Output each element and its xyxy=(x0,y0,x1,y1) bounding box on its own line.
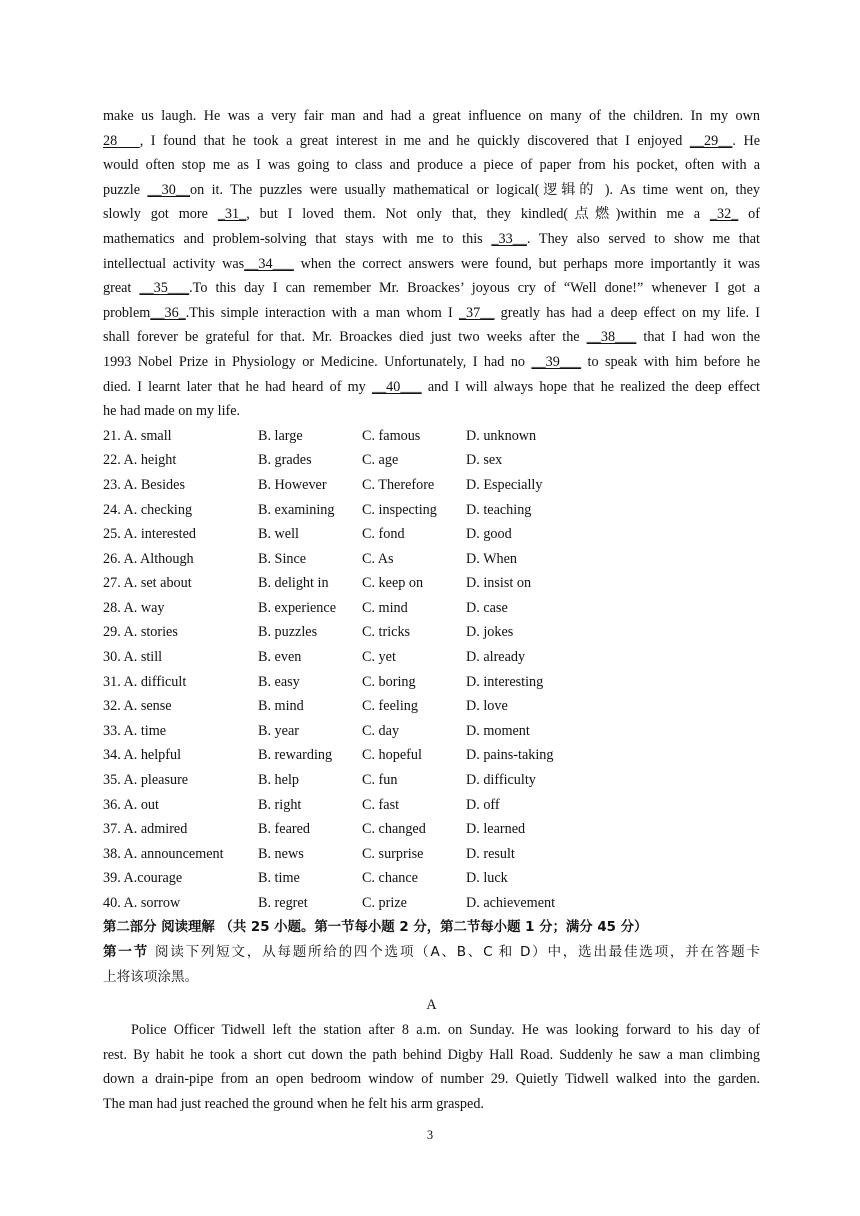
option-d: D. good xyxy=(466,526,512,543)
option-c: C. hopeful xyxy=(362,747,422,764)
cloze-blank: __36_ xyxy=(150,304,186,321)
option-d: D. learned xyxy=(466,821,526,838)
option-a: 29. A. stories xyxy=(103,624,178,641)
passage-line: 1993 Nobel Prize in Physiology or Medicine. Unfortunately, I had no __39___ to speak with him before he xyxy=(103,353,760,370)
question-options-row xyxy=(103,694,760,719)
option-c: C. surprise xyxy=(362,845,424,862)
option-a: 24. A. checking xyxy=(103,501,193,518)
question-options-row xyxy=(103,448,760,473)
option-a: 27. A. set about xyxy=(103,575,192,592)
cloze-paragraph xyxy=(103,104,760,424)
option-d: D. insist on xyxy=(466,575,532,592)
option-d: D. pains-taking xyxy=(466,747,554,764)
passage-a-paragraph xyxy=(103,1018,760,1116)
option-b: B. year xyxy=(258,722,299,739)
cloze-blank: _31_ xyxy=(217,206,247,223)
instruction-text-2: 上将该项涂黑。 xyxy=(103,968,199,985)
passage-line: problem__36_.This simple interaction with a man whom I _37__ greatly has had a deep effect on my life. I xyxy=(103,304,761,321)
option-d: D. result xyxy=(466,845,515,862)
option-b: B. delight in xyxy=(258,575,329,592)
question-options-row xyxy=(103,793,760,818)
section-heading: 第二部分 阅读理解 （共 25 小题。第一节每小题 2 分，第二节每小题 1 分；满分 45 分） xyxy=(103,919,648,935)
option-b: B. mind xyxy=(258,698,304,715)
option-c: C. fun xyxy=(362,772,398,789)
question-options-row xyxy=(103,842,760,867)
question-options-row xyxy=(103,547,760,572)
passage-title: A xyxy=(426,997,437,1014)
option-a: 37. A. admired xyxy=(103,821,188,838)
cloze-blank: __35___ xyxy=(139,280,190,297)
question-options-row xyxy=(103,743,760,768)
option-c: C. As xyxy=(362,550,394,567)
option-b: B. time xyxy=(258,870,300,887)
option-c: C. inspecting xyxy=(362,501,437,518)
question-options-row xyxy=(103,719,760,744)
instruction-line-1 xyxy=(103,940,760,965)
option-c: C. yet xyxy=(362,649,396,666)
option-d: D. case xyxy=(466,599,508,616)
option-a: 25. A. interested xyxy=(103,526,196,543)
option-b: B. feared xyxy=(258,821,310,838)
passage-a-line: Police Officer Tidwell left the station after 8 a.m. on Sunday. He was looking forward to his day of xyxy=(131,1021,760,1038)
option-b: B. examining xyxy=(258,501,335,518)
cloze-blank: _33__ xyxy=(491,230,527,247)
passage-line: shall forever be grateful for that. Mr. Broackes died just two weeks after the __38___ that I had won the xyxy=(103,329,760,346)
option-b: B. regret xyxy=(258,895,308,911)
passage-a-line: down a drain-pipe from an open bedroom window of number 29. Quietly Tidwell walked into the garden. xyxy=(103,1071,760,1088)
cloze-blank: _32_ xyxy=(709,206,739,223)
passage-line: intellectual activity was__34___ when the correct answers were found, but perhaps more importantly it was xyxy=(103,255,760,272)
option-d: D. sex xyxy=(466,452,503,469)
option-c: C. chance xyxy=(362,870,418,887)
option-c: C. mind xyxy=(362,599,408,616)
option-a: 36. A. out xyxy=(103,796,159,813)
passage-line: great __35___.To this day I can remember Mr. Broackes’ joyous cry of “Well done!” whenever I got a xyxy=(103,280,760,297)
passage-a xyxy=(103,1018,760,1116)
option-c: C. feeling xyxy=(362,698,418,715)
option-d: D. achievement xyxy=(466,895,556,911)
option-d: D. interesting xyxy=(466,673,544,690)
page-number: 3 xyxy=(426,1128,434,1142)
cloze-blank: __34___ xyxy=(244,255,294,272)
cloze-blank: __30__ xyxy=(147,181,190,198)
exam-page xyxy=(103,104,760,1116)
option-d: D. moment xyxy=(466,722,530,739)
question-options-row xyxy=(103,522,760,547)
question-options-row xyxy=(103,670,760,695)
option-a: 22. A. height xyxy=(103,452,177,469)
passage-line: slowly got more _31_, but I loved them. Not only that, they kindled(点燃)within me a _32_ of xyxy=(103,206,760,223)
question-options-row xyxy=(103,596,760,621)
question-options-row xyxy=(103,571,760,596)
option-b: B. puzzles xyxy=(258,624,318,641)
option-b: B. rewarding xyxy=(258,747,333,764)
option-a: 21. A. small xyxy=(103,427,172,444)
option-a: 30. A. still xyxy=(103,649,163,666)
option-c: C. age xyxy=(362,452,399,469)
option-c: C. boring xyxy=(362,673,416,690)
option-c: C. changed xyxy=(362,821,426,838)
option-c: C. fond xyxy=(362,526,405,543)
section-instruction xyxy=(103,940,760,989)
question-options-row xyxy=(103,768,760,793)
cloze-blank: __29__ xyxy=(689,132,733,149)
option-b: B. experience xyxy=(258,599,336,616)
option-d: D. teaching xyxy=(466,501,532,518)
option-a: 23. A. Besides xyxy=(103,476,185,493)
cloze-blank: __40___ xyxy=(371,378,422,395)
question-options-row xyxy=(103,620,760,645)
option-d: D. off xyxy=(466,796,500,813)
option-b: B. easy xyxy=(258,673,300,690)
option-d: D. difficulty xyxy=(466,772,536,789)
option-b: B. large xyxy=(258,427,303,444)
option-d: D. jokes xyxy=(466,624,514,641)
passage-line: he had made on my life. xyxy=(103,403,241,420)
option-a: 31. A. difficult xyxy=(103,673,187,690)
question-options-row xyxy=(103,498,760,523)
passage-line: died. I learnt later that he had heard of my __40___ and I will always hope that he realized the deep effect xyxy=(103,378,760,395)
option-b: B. even xyxy=(258,649,302,666)
option-d: D. luck xyxy=(466,870,508,887)
passage-line: mathematics and problem-solving that stays with me to this _33__. They also served to show me that xyxy=(103,230,760,247)
cloze-blank: __39___ xyxy=(531,353,582,370)
passage-line: 28 , I found that he took a great interest in me and he quickly discovered that I enjoyed __29__. He xyxy=(103,132,760,149)
option-c: C. keep on xyxy=(362,575,424,592)
option-b: B. right xyxy=(258,796,302,813)
passage-a-line: The man had just reached the ground when he felt his arm grasped. xyxy=(103,1095,484,1112)
cloze-passage xyxy=(103,104,760,424)
passage-a-line: rest. By habit he took a short cut down the path behind Digby Hall Road. Suddenly he saw a man climbing xyxy=(103,1046,760,1063)
option-d: D. love xyxy=(466,698,508,715)
question-options-row xyxy=(103,817,760,842)
option-a: 40. A. sorrow xyxy=(103,895,181,911)
option-a: 38. A. announcement xyxy=(103,845,224,862)
option-a: 35. A. pleasure xyxy=(103,772,189,789)
question-options-row xyxy=(103,891,760,916)
option-c: C. fast xyxy=(362,796,400,813)
option-d: D. unknown xyxy=(466,427,537,444)
cloze-blank: _37__ xyxy=(458,304,495,321)
passage-line: puzzle __30__on it. The puzzles were usually mathematical or logical(逻辑的 ). As time went on, they xyxy=(103,181,760,198)
option-a: 28. A. way xyxy=(103,599,165,616)
cloze-blank: __38___ xyxy=(586,329,637,346)
question-options-row xyxy=(103,473,760,498)
option-b: B. grades xyxy=(258,452,312,469)
option-b: B. Since xyxy=(258,550,307,567)
option-d: D. Especially xyxy=(466,476,543,493)
option-a: 33. A. time xyxy=(103,722,167,739)
option-c: C. Therefore xyxy=(362,476,435,493)
question-options-row xyxy=(103,424,760,449)
passage-line: would often stop me as I was going to class and produce a piece of paper from his pocket, often with a xyxy=(103,157,760,174)
option-b: B. help xyxy=(258,772,299,789)
option-c: C. prize xyxy=(362,895,407,911)
option-c: C. day xyxy=(362,722,400,739)
option-d: D. When xyxy=(466,550,517,567)
option-a: 32. A. sense xyxy=(103,698,172,715)
cloze-blank: 28 xyxy=(103,132,140,149)
sub-section-label: 第一节 xyxy=(103,944,149,961)
option-a: 34. A. helpful xyxy=(103,747,182,764)
question-options-row xyxy=(103,645,760,670)
passage-line: make us laugh. He was a very fair man and had a great influence on many of the children. In my own xyxy=(103,108,760,124)
option-b: B. news xyxy=(258,845,304,862)
question-options-row xyxy=(103,866,760,891)
option-a: 39. A.courage xyxy=(103,870,183,887)
option-d: D. already xyxy=(466,649,526,666)
option-c: C. famous xyxy=(362,427,421,444)
option-b: B. well xyxy=(258,526,299,543)
options-list xyxy=(103,424,760,916)
option-c: C. tricks xyxy=(362,624,411,641)
option-a: 26. A. Although xyxy=(103,550,194,567)
instruction-text-1: 阅读下列短文，从每题所给的四个选项（A、B、C 和 D）中，选出最佳选项，并在答题卡 xyxy=(148,944,761,961)
option-b: B. However xyxy=(258,476,327,493)
